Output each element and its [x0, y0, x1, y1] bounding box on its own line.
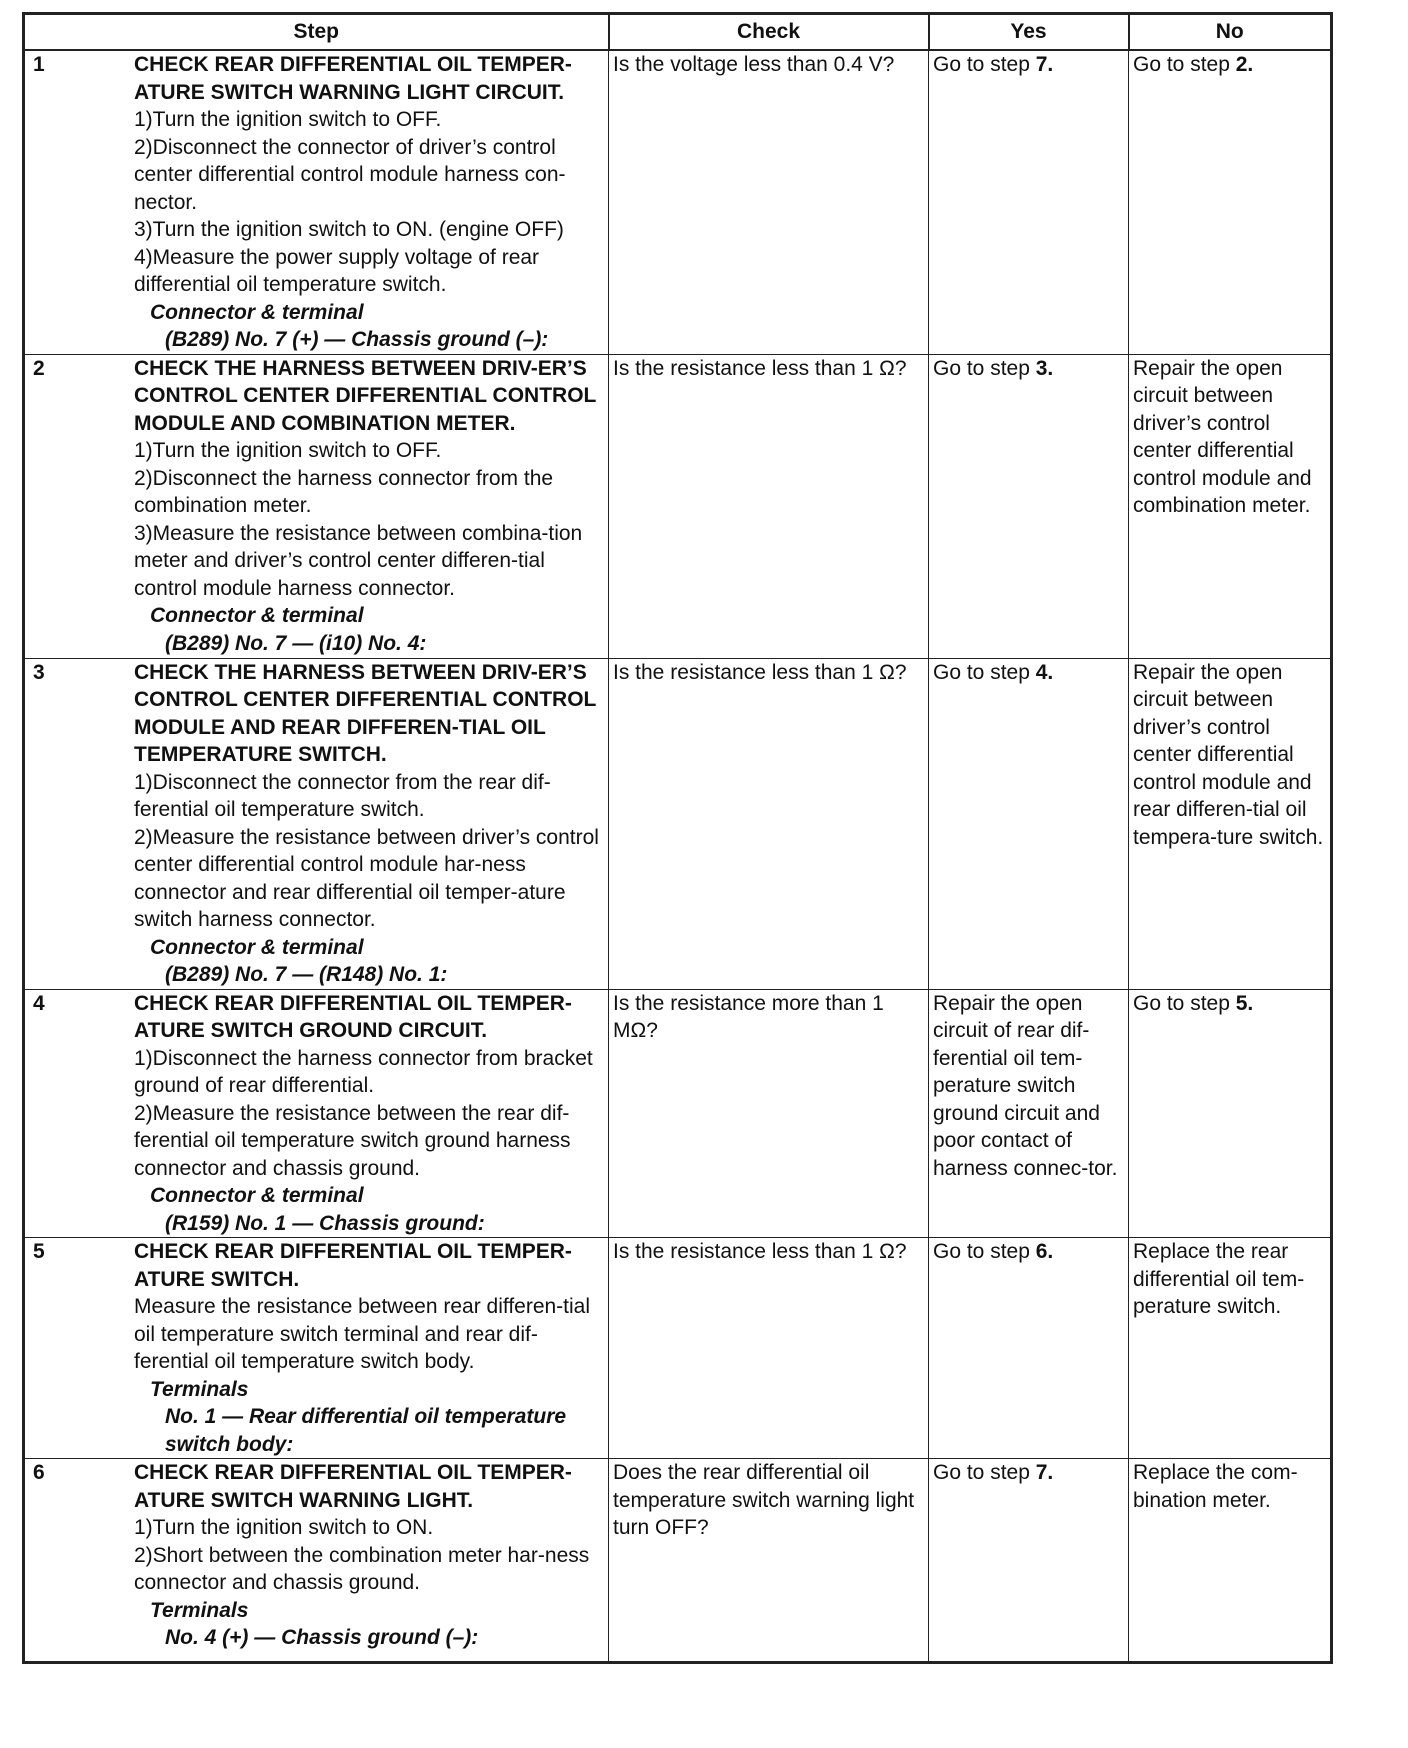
yes-step-ref: 3. [1035, 356, 1054, 380]
header-no: No [1129, 14, 1332, 51]
yes-step-ref: 6. [1035, 1240, 1054, 1263]
step-cell [24, 354, 609, 658]
step-number: 5 [33, 1240, 45, 1263]
yes-cell [929, 1459, 1129, 1663]
step-number: 2 [33, 356, 45, 380]
no-prefix: Go to step [1133, 991, 1236, 1015]
table-row [24, 50, 1332, 354]
yes-cell [929, 1238, 1129, 1459]
yes-prefix: Go to step [933, 53, 1036, 76]
step-instruction: 2)Measure the resistance between driver’s control center differential control module har-ness connector and rear differential oil temper-ature switch harness connector. [134, 825, 599, 931]
spec-value: No. 1 — Rear differential oil temperature switch body: [165, 1405, 567, 1456]
yes-cell [929, 658, 1129, 989]
yes-step-ref: 4. [1035, 660, 1054, 684]
step-cell [24, 1459, 609, 1663]
check-cell: Is the resistance less than 1 Ω? [609, 658, 929, 989]
no-cell [1129, 50, 1332, 354]
step-instruction: 1)Turn the ignition switch to OFF. [134, 439, 442, 462]
step-instruction: 1)Disconnect the harness connector from bracket ground of rear differential. [134, 1046, 593, 1097]
step-instruction: 2)Disconnect the harness connector from the combination meter. [134, 466, 554, 517]
check-cell: Is the resistance more than 1 MΩ? [609, 989, 929, 1238]
step-instruction: 1)Turn the ignition switch to ON. [134, 1516, 434, 1539]
spec-value: (B289) No. 7 (+) — Chassis ground (–): [165, 328, 549, 351]
step-instruction: 2)Disconnect the connector of driver’s control center differential control module harness con-nector. [134, 135, 566, 214]
no-step-ref: 5. [1235, 991, 1254, 1015]
no-cell: Repair the open circuit between driver’s control center differential control module and combination meter. [1129, 354, 1332, 658]
no-cell: Repair the open circuit between driver’s control center differential control module and rear differen-tial oil tempera-ture switch. [1129, 658, 1332, 989]
yes-cell [929, 354, 1129, 658]
step-title: CHECK REAR DIFFERENTIAL OIL TEMPER-ATURE SWITCH WARNING LIGHT CIRCUIT. [134, 53, 572, 104]
step-instruction: 2)Short between the combination meter har-ness connector and chassis ground. [134, 1543, 590, 1594]
step-instruction: 1)Turn the ignition switch to OFF. [134, 108, 442, 131]
yes-step-ref: 7. [1035, 53, 1054, 76]
step-instruction: 1)Disconnect the connector from the rear dif-ferential oil temperature switch. [134, 770, 551, 821]
yes-prefix: Go to step [933, 356, 1036, 380]
spec-label: Terminals [150, 1598, 249, 1622]
header-step: Step [24, 14, 609, 51]
spec-label: Terminals [150, 1377, 249, 1401]
no-cell: Replace the com-bination meter. [1129, 1459, 1332, 1663]
table-row [24, 989, 1332, 1238]
spec-label: Connector & terminal [150, 1184, 364, 1207]
step-instruction: 2)Measure the resistance between the rear dif-ferential oil temperature switch ground harness connector and chassis ground. [134, 1101, 571, 1180]
table-row [24, 1238, 1332, 1459]
header-check: Check [609, 14, 929, 51]
step-number: 1 [33, 53, 45, 76]
step-title: CHECK THE HARNESS BETWEEN DRIV-ER’S CONTROL CENTER DIFFERENTIAL CONTROL MODULE AND COMBINATION METER. [134, 356, 596, 435]
step-cell [24, 1238, 609, 1459]
step-instruction: 3)Measure the resistance between combina-tion meter and driver’s control center differen-tial control module harness connector. [134, 521, 583, 600]
step-cell [24, 989, 609, 1238]
spec-label: Connector & terminal [150, 604, 364, 627]
spec-value: (B289) No. 7 — (R148) No. 1: [165, 963, 448, 986]
step-title: CHECK REAR DIFFERENTIAL OIL TEMPER-ATURE SWITCH WARNING LIGHT. [134, 1461, 572, 1512]
no-step-ref: 2. [1235, 53, 1254, 76]
step-cell [24, 50, 609, 354]
check-cell: Is the voltage less than 0.4 V? [609, 50, 929, 354]
spec-value: (B289) No. 7 — (i10) No. 4: [165, 631, 427, 655]
spec-label: Connector & terminal [150, 935, 364, 959]
no-cell [1129, 989, 1332, 1238]
step-number: 6 [33, 1461, 45, 1484]
spec-value: (R159) No. 1 — Chassis ground: [165, 1211, 485, 1235]
header-yes: Yes [929, 14, 1129, 51]
check-cell: Is the resistance less than 1 Ω? [609, 354, 929, 658]
table-row [24, 658, 1332, 989]
step-number: 3 [33, 660, 45, 684]
step-title: CHECK REAR DIFFERENTIAL OIL TEMPER-ATURE SWITCH GROUND CIRCUIT. [134, 991, 572, 1042]
step-title: CHECK THE HARNESS BETWEEN DRIV-ER’S CONTROL CENTER DIFFERENTIAL CONTROL MODULE AND REAR DIFFEREN-TIAL OIL TEMPERATURE SWITCH. [134, 660, 596, 766]
yes-cell [929, 50, 1129, 354]
step-instruction: Measure the resistance between rear differen-tial oil temperature switch terminal and rear dif-ferential oil temperature switch body. [134, 1295, 591, 1373]
step-number: 4 [33, 991, 45, 1015]
step-instruction: 3)Turn the ignition switch to ON. (engine OFF) [134, 218, 564, 241]
check-cell: Is the resistance less than 1 Ω? [609, 1238, 929, 1459]
step-cell [24, 658, 609, 989]
step-title: CHECK REAR DIFFERENTIAL OIL TEMPER-ATURE SWITCH. [134, 1240, 572, 1291]
step-instruction: 4)Measure the power supply voltage of rear differential oil temperature switch. [134, 245, 540, 296]
check-cell: Does the rear differential oil temperature switch warning light turn OFF? [609, 1459, 929, 1663]
yes-step-ref: 7. [1035, 1461, 1054, 1484]
diagnostic-table [22, 12, 1333, 1664]
table-row [24, 1459, 1332, 1663]
no-cell: Replace the rear differential oil tem-perature switch. [1129, 1238, 1332, 1459]
header-row [24, 14, 1332, 51]
yes-prefix: Go to step [933, 1461, 1036, 1484]
spec-label: Connector & terminal [150, 300, 364, 324]
no-prefix: Go to step [1133, 53, 1236, 76]
spec-value: No. 4 (+) — Chassis ground (–): [165, 1626, 479, 1649]
yes-prefix: Go to step [933, 660, 1036, 684]
table-row [24, 354, 1332, 658]
yes-cell: Repair the open circuit of rear dif-ferential oil tem-perature switch ground circuit and poor contact of harness connec-tor. [929, 989, 1129, 1238]
yes-prefix: Go to step [933, 1240, 1036, 1263]
